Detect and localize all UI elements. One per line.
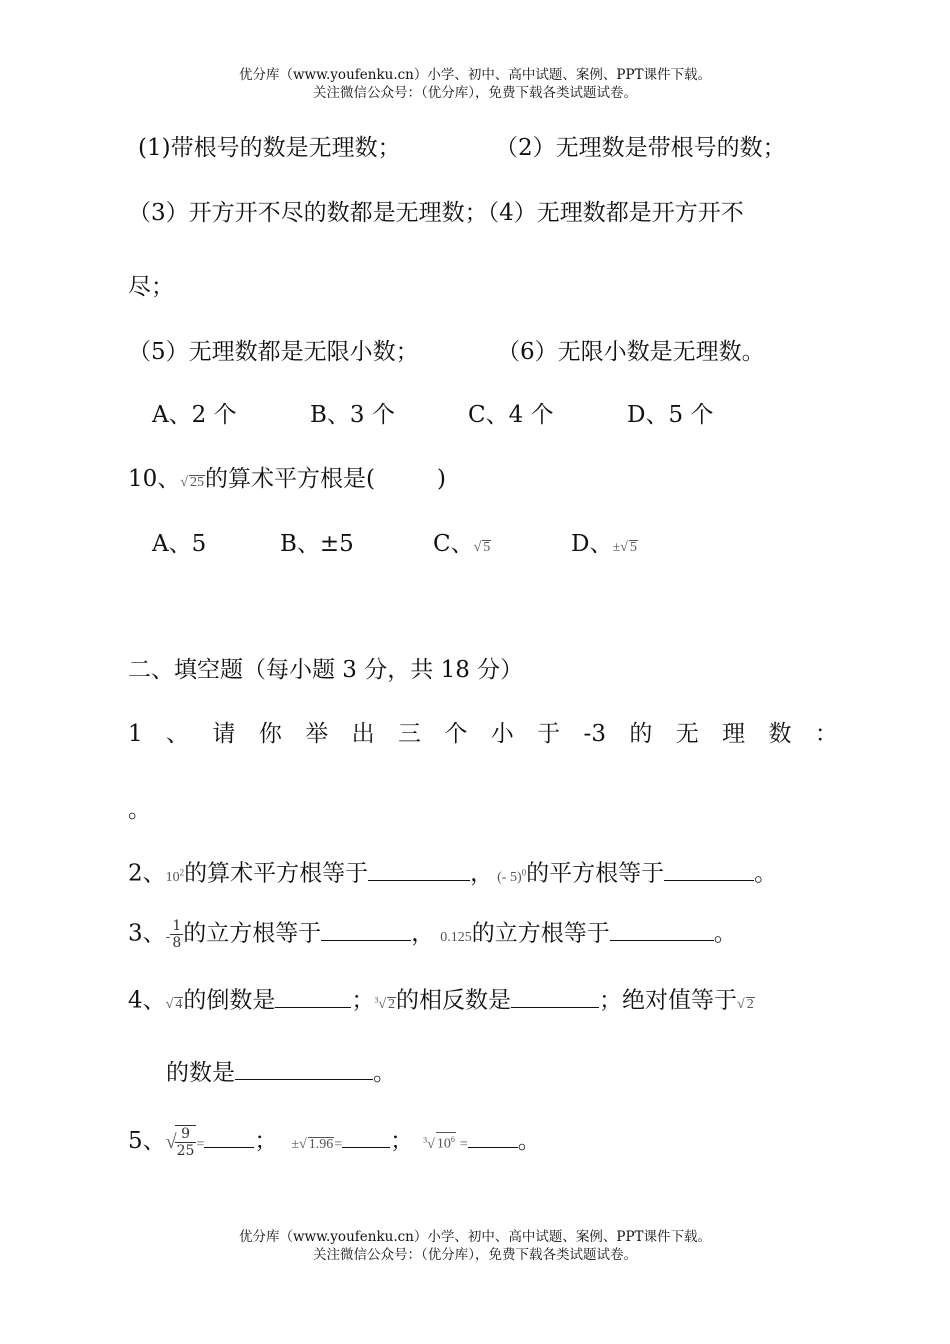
fill-5-semi-1: ； (254, 1128, 278, 1154)
section-2-title: 二、填空题（每小题 3 分，共 18 分） (128, 657, 524, 683)
fill-4-question-cont (166, 1058, 396, 1088)
fill-5-end: 。 (517, 1128, 541, 1154)
fill-3-question (128, 918, 737, 953)
q9-option-c: C、4 个 (468, 402, 554, 428)
fill-1-char: 你 (258, 721, 282, 747)
q10-option-b: B、±5 (280, 531, 354, 557)
fill-5-radicand: 1.96 (308, 1137, 334, 1152)
fill-2-text-2: 的平方根等于 (526, 860, 665, 887)
q9-option-d: D、5 个 (627, 402, 714, 428)
fill-2-paren: (- 5) (497, 869, 522, 885)
footer-line-2: 关注微信公众号：（优分库），免费下载各类试题试卷。 (313, 1247, 637, 1263)
fill-3-blank-2[interactable] (610, 920, 714, 941)
fill-2-comma: ， (470, 860, 494, 887)
fill-3-minus: - (165, 929, 171, 945)
fill-4-blank-2[interactable] (511, 987, 599, 1008)
q9-statement-2: （2）无理数是带根号的数； (495, 135, 786, 161)
fill-3-numerator: 1 (172, 918, 182, 934)
fill-1-char: 个 (444, 721, 468, 747)
fill-1-char: ： (814, 721, 838, 747)
fill-5-blank-1[interactable] (204, 1127, 254, 1148)
page-header (0, 66, 950, 102)
q10-text: 的算术平方根是( (204, 466, 375, 492)
fill-5-exp: 6 (450, 1135, 455, 1145)
fill-1-char: 数 (768, 721, 792, 747)
fill-2-question (128, 857, 777, 893)
fill-4-blank-3[interactable] (235, 1059, 373, 1080)
q10-option-c-sqrt: √ 5 (473, 540, 491, 555)
fill-4-radicand-3: 2 (746, 996, 754, 1012)
q10-option-c-radicand: 5 (483, 540, 491, 555)
q10-question (128, 464, 446, 498)
fill-1-char: 于 (537, 721, 561, 747)
q10-sqrt-25: √ 25 (180, 475, 204, 490)
fill-3-end: 。 (713, 920, 737, 947)
fill-4-blank-1[interactable] (275, 987, 351, 1008)
q9-statement-3-4: （3）开方开不尽的数都是无理数；（4）无理数都是开方开不 (128, 200, 744, 226)
fill-4-prefix: 4、 (128, 987, 166, 1014)
fill-3-comma: ， (411, 920, 435, 947)
fill-5-fraction (175, 1125, 197, 1159)
fill-5-eq-1: = (196, 1137, 205, 1152)
fill-5-index: 3 (423, 1135, 428, 1145)
fill-4-text-4: 的数是 (166, 1060, 235, 1086)
fill-4-radicand-1: 4 (175, 996, 183, 1012)
fill-4-semi-2: ； (599, 987, 623, 1014)
fill-3-text-1: 的立方根等于 (183, 920, 322, 947)
fill-5-pm-sqrt: ±√ 1.96 (291, 1137, 334, 1152)
fill-2-text-1: 的算术平方根等于 (184, 860, 369, 887)
fill-2-prefix: 2、 (128, 860, 166, 887)
fill-3-fraction (170, 918, 183, 951)
header-line-1: 优分库（www.youfenku.cn）小学、初中、高中试题、案例、PPT课件下载。 (238, 67, 712, 83)
fill-5-numerator: 9 (175, 1126, 197, 1143)
fill-2-power (165, 867, 185, 885)
fill-2-blank-1[interactable] (368, 860, 470, 881)
page-footer (0, 1228, 950, 1264)
fill-2-end: 。 (754, 860, 778, 887)
q10-option-d-pm-sqrt: ±√ 5 (612, 540, 637, 555)
q9-statement-6: （6）无限小数是无理数。 (497, 339, 765, 365)
fill-4-text-1: 的倒数是 (183, 987, 276, 1014)
fill-1-char: 无 (675, 721, 699, 747)
fill-2-base: 10 (165, 869, 180, 885)
fill-3-prefix: 3、 (128, 920, 166, 947)
q9-option-b: B、3 个 (310, 402, 395, 428)
fill-2-zero-power (497, 867, 527, 885)
fill-5-pm: ± (291, 1137, 300, 1152)
fill-4-radicand-2: 2 (388, 996, 396, 1012)
q9-statement-1: (1)带根号的数是无理数； (138, 135, 401, 161)
q10-option-d-label: D、 (571, 531, 613, 557)
fill-4-index: 3 (374, 995, 379, 1004)
q10-option-c (433, 529, 491, 563)
fill-2-blank-2[interactable] (664, 860, 754, 881)
fill-5-blank-2[interactable] (342, 1127, 390, 1148)
q10-option-d-pm: ± (612, 540, 621, 555)
fill-3-denominator: 8 (172, 935, 182, 951)
fill-4-sqrt-4: √ 4 (165, 996, 183, 1012)
fill-1-char: 出 (351, 721, 375, 747)
fill-1-char: 、 (166, 721, 190, 747)
fill-5-eq-3: = (459, 1137, 468, 1152)
fill-4-semi-1: ； (351, 987, 375, 1014)
fill-5-question (128, 1125, 541, 1160)
fill-1-char: -3 (583, 721, 606, 747)
footer-line-1: 优分库（www.youfenku.cn）小学、初中、高中试题、案例、PPT课件下载。 (238, 1229, 712, 1245)
fill-3-text-2: 的立方根等于 (471, 920, 610, 947)
fill-1-char: 举 (305, 721, 329, 747)
q9-statement-5: （5）无理数都是无限小数； (128, 339, 419, 365)
fill-1-char: 三 (397, 721, 421, 747)
q10-option-a: A、5 (152, 531, 207, 557)
fill-5-cbrt-radicand (436, 1132, 456, 1152)
fill-5-prefix: 5、 (128, 1128, 166, 1154)
q10-prefix: 10、 (128, 466, 181, 492)
fill-5-denominator: 25 (176, 1143, 195, 1159)
fill-1-char: 小 (490, 721, 514, 747)
q10-option-c-label: C、 (433, 531, 474, 557)
header-line-2: 关注微信公众号：（优分库），免费下载各类试题试卷。 (313, 85, 637, 101)
fill-2-exp: 2 (179, 867, 185, 877)
fill-5-eq-2: = (334, 1137, 343, 1152)
fill-1-char: 1 (128, 721, 143, 747)
fill-5-semi-2: ； (390, 1128, 414, 1154)
fill-5-base: 10 (436, 1137, 451, 1152)
fill-4-cbrt-2: $^3$√ 2 (374, 995, 396, 1012)
fill-4-text-3: 绝对值等于 (622, 987, 738, 1014)
q10-close: ) (436, 466, 446, 492)
fill-4-end: 。 (373, 1060, 396, 1086)
fill-5-blank-3[interactable] (468, 1127, 518, 1148)
fill-1-end: 。 (128, 797, 151, 823)
fill-5-sqrt-frac: √ (165, 1131, 177, 1153)
fill-1-char: 请 (212, 721, 236, 747)
fill-1-char: 的 (629, 721, 653, 747)
q10-option-d-radicand: 5 (629, 540, 637, 555)
fill-4-question (128, 985, 755, 1020)
q9-option-a: A、2 个 (152, 402, 237, 428)
fill-3-blank-1[interactable] (321, 920, 411, 941)
q10-option-d (571, 529, 638, 563)
fill-1-question (128, 719, 838, 749)
fill-5-cbrt: $^3$√ $10^6$ (423, 1137, 456, 1152)
fill-1-char: 理 (722, 721, 746, 747)
fill-2-exp2: 0 (521, 867, 527, 877)
fill-3-value: 0.125 (440, 929, 472, 945)
q10-radicand: 25 (189, 475, 204, 490)
fill-4-sqrt-2: √ 2 (737, 996, 754, 1012)
fill-4-text-2: 的相反数是 (396, 987, 512, 1014)
q9-statement-4-cont: 尽； (128, 274, 174, 300)
